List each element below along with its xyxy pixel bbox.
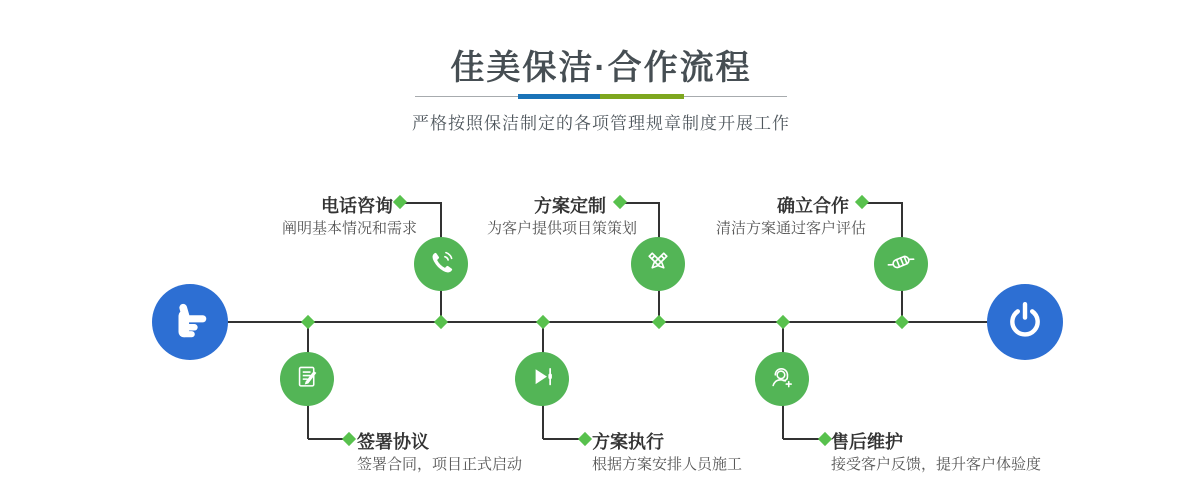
diamond-marker [895,315,909,329]
diamond-marker [652,315,666,329]
diamond-marker [578,432,592,446]
title-divider [415,93,787,101]
end-node [987,284,1063,360]
step-desc: 清洁方案通过客户评估 [715,220,866,237]
power-icon [1002,297,1048,348]
pencil-tools-icon [641,245,675,284]
page-subtitle: 严格按照保洁制定的各项管理规章制度开展工作 [412,114,790,133]
divider-accent-green [600,94,684,99]
step-node-phone [414,237,468,291]
diamond-marker [342,432,356,446]
handshake-icon [884,245,918,284]
document-pen-icon [290,360,324,399]
step-title: 方案定制 [534,196,606,216]
step-desc: 接受客户反馈，提升客户体验度 [831,456,1042,473]
step-desc: 为客户提供项目策策划 [486,220,637,237]
step-desc: 根据方案安排人员施工 [592,456,743,473]
diamond-marker [301,315,315,329]
step-node-plan [631,237,685,291]
step-title: 售后维护 [831,432,903,452]
pointing-hand-icon [167,297,213,348]
step-title: 方案执行 [592,432,664,452]
divider-accent-blue [518,94,600,99]
step-node-aftersales [755,352,809,406]
headset-add-icon [765,360,799,399]
step-title: 签署协议 [357,432,429,452]
diamond-marker [434,315,448,329]
phone-icon [424,245,458,284]
diamond-marker [613,195,627,209]
step-title: 确立合作 [777,196,849,216]
diamond-marker [818,432,832,446]
step-title: 电话咨询 [321,196,393,216]
diamond-marker [855,195,869,209]
diamond-marker [776,315,790,329]
page-title: 佳美保洁·合作流程 [450,49,752,87]
divider-accent [518,94,684,99]
step-node-execute [515,352,569,406]
step-node-cooperate [874,237,928,291]
timeline-line [206,321,998,323]
step-desc: 阐明基本情况和需求 [281,220,417,237]
step-desc: 签署合同，项目正式启动 [357,456,523,473]
start-node [152,284,228,360]
diamond-marker [536,315,550,329]
play-slider-icon [525,360,559,399]
step-node-sign [280,352,334,406]
diamond-marker [393,195,407,209]
